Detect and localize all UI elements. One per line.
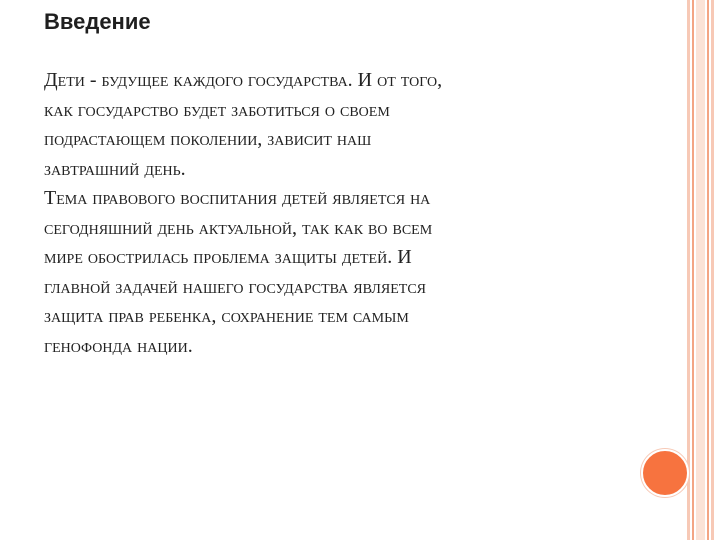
body-line: генофонда нации. <box>44 334 193 357</box>
body-line: защита прав ребенка, сохранение тем самым <box>44 305 409 327</box>
body-line: мире обострилась проблема защиты детей. И <box>44 246 412 268</box>
body-line: Дети - будущее каждого государства. И от того, <box>44 69 443 91</box>
decorative-stripe <box>687 0 690 540</box>
decorative-stripe <box>711 0 714 540</box>
body-line: подрастающем поколении, зависит наш <box>44 128 372 150</box>
slide-title: Введение <box>44 9 151 34</box>
body-line: сегодняшний день актуальной, так как во всем <box>44 216 433 239</box>
slide-body <box>44 66 604 361</box>
decorative-stripe <box>707 0 709 540</box>
decorative-stripe <box>696 0 705 540</box>
decorative-circle <box>641 449 689 497</box>
body-line: как государство будет заботиться о своем <box>44 98 390 121</box>
body-line: завтрашний день. <box>44 157 186 180</box>
body-line: Тема правового воспитания детей является на <box>44 187 431 209</box>
decorative-stripe <box>692 0 694 540</box>
body-line: главной задачей нашего государства является <box>44 275 426 298</box>
